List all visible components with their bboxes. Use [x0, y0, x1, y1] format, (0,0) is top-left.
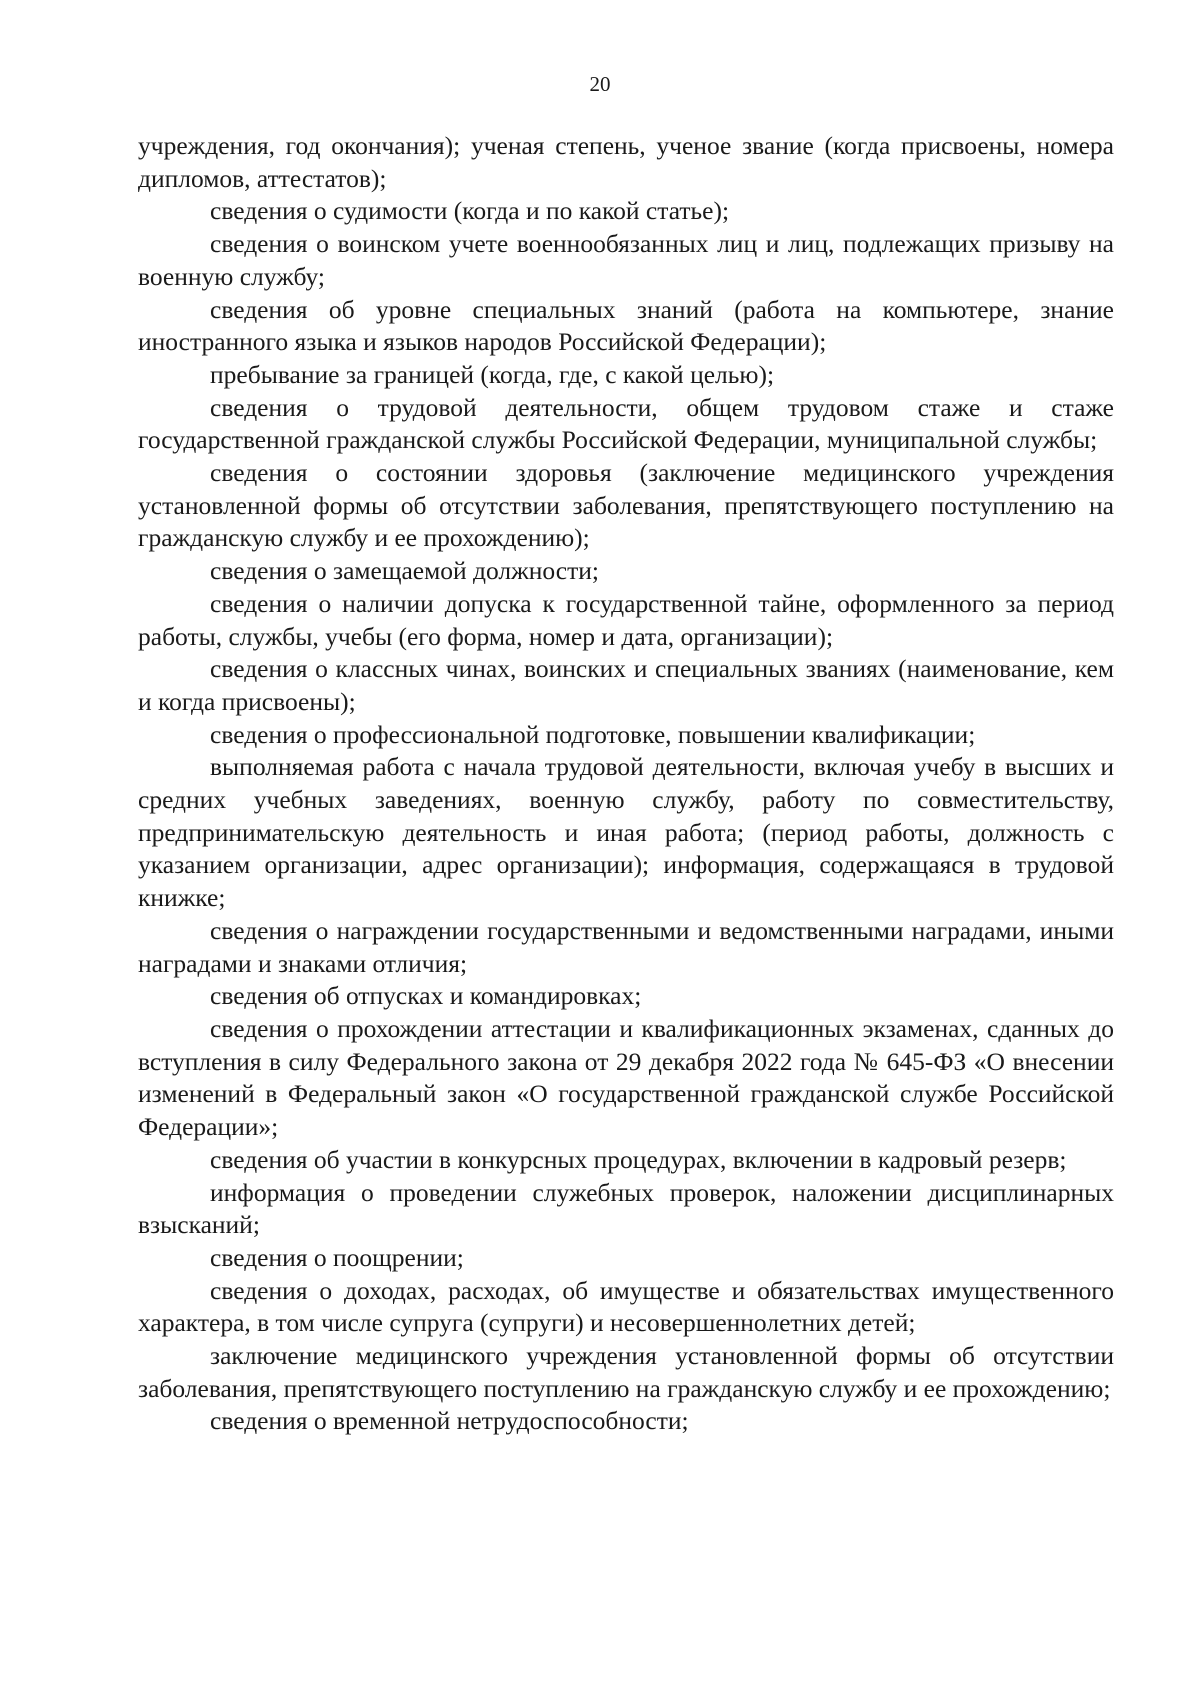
body-paragraph: учреждения, год окончания); ученая степень, ученое звание (когда присвоены, номера дипломов, аттестатов); — [138, 131, 1114, 193]
body-paragraph: сведения о классных чинах, воинских и специальных званиях (наименование, кем и когда присвоены); — [138, 654, 1114, 716]
body-paragraph: заключение медицинского учреждения установленной формы об отсутствии заболевания, препятствующего поступлению на гражданскую службу и ее прохождению; — [138, 1341, 1114, 1403]
body-paragraph: сведения об отпусках и командировках; — [210, 981, 642, 1011]
body-paragraph: сведения о профессиональной подготовке, повышении квалификации; — [210, 719, 976, 749]
document-body — [138, 130, 1114, 1438]
body-paragraph: сведения о поощрении; — [210, 1242, 464, 1272]
body-paragraph: пребывание за границей (когда, где, с какой целью); — [210, 359, 775, 389]
body-paragraph: сведения о воинском учете военнообязанных лиц и лиц, подлежащих призыву на военную службу; — [138, 229, 1114, 291]
body-paragraph: сведения о состоянии здоровья (заключение медицинского учреждения установленной формы об отсутствии заболевания, препятствующего поступлению на гражданскую службу и ее прохождению); — [138, 458, 1114, 553]
body-paragraph: сведения о награждении государственными и ведомственными наградами, иными наградами и знаками отличия; — [138, 915, 1114, 978]
page-number: 20 — [589, 72, 611, 96]
body-paragraph: информация о проведении служебных проверок, наложении дисциплинарных взысканий; — [138, 1177, 1114, 1240]
body-paragraph: сведения о судимости (когда и по какой статье); — [210, 196, 730, 226]
body-paragraph: сведения об участии в конкурсных процедурах, включении в кадровый резерв; — [210, 1144, 1067, 1174]
body-paragraph: сведения о временной нетрудоспособности; — [210, 1406, 689, 1436]
body-paragraph: сведения о прохождении аттестации и квалификационных экзаменах, сданных до вступления в силу Федерального закона от 29 декабря 2022 года № 645-ФЗ «О внесении изменений в Федеральный закон «О государственной гражданской службе Российской Федерации»; — [138, 1013, 1114, 1142]
body-paragraph: сведения о замещаемой должности; — [210, 556, 599, 586]
body-paragraph: сведения о трудовой деятельности, общем трудовом стаже и стаже государственной гражданской службы Российской Федерации, муниципальной службы; — [138, 392, 1114, 455]
body-paragraph: сведения об уровне специальных знаний (работа на компьютере, знание иностранного языка и языков народов Российской Федерации); — [138, 294, 1114, 357]
body-paragraph: выполняемая работа с начала трудовой деятельности, включая учебу в высших и средних учебных заведениях, военную службу, работу по совместительству, предпринимательскую деятельность и иная работа; (период работы, должность с указанием организации, адрес организации); информация, содержащаяся в трудовой книжке; — [138, 752, 1114, 913]
body-paragraph: сведения о наличии допуска к государственной тайне, оформленного за период работы, службы, учебы (его форма, номер и дата, организации); — [138, 588, 1114, 651]
body-paragraph: сведения о доходах, расходах, об имуществе и обязательствах имущественного характера, в том числе супруга (супруги) и несовершеннолетних детей; — [138, 1275, 1114, 1338]
